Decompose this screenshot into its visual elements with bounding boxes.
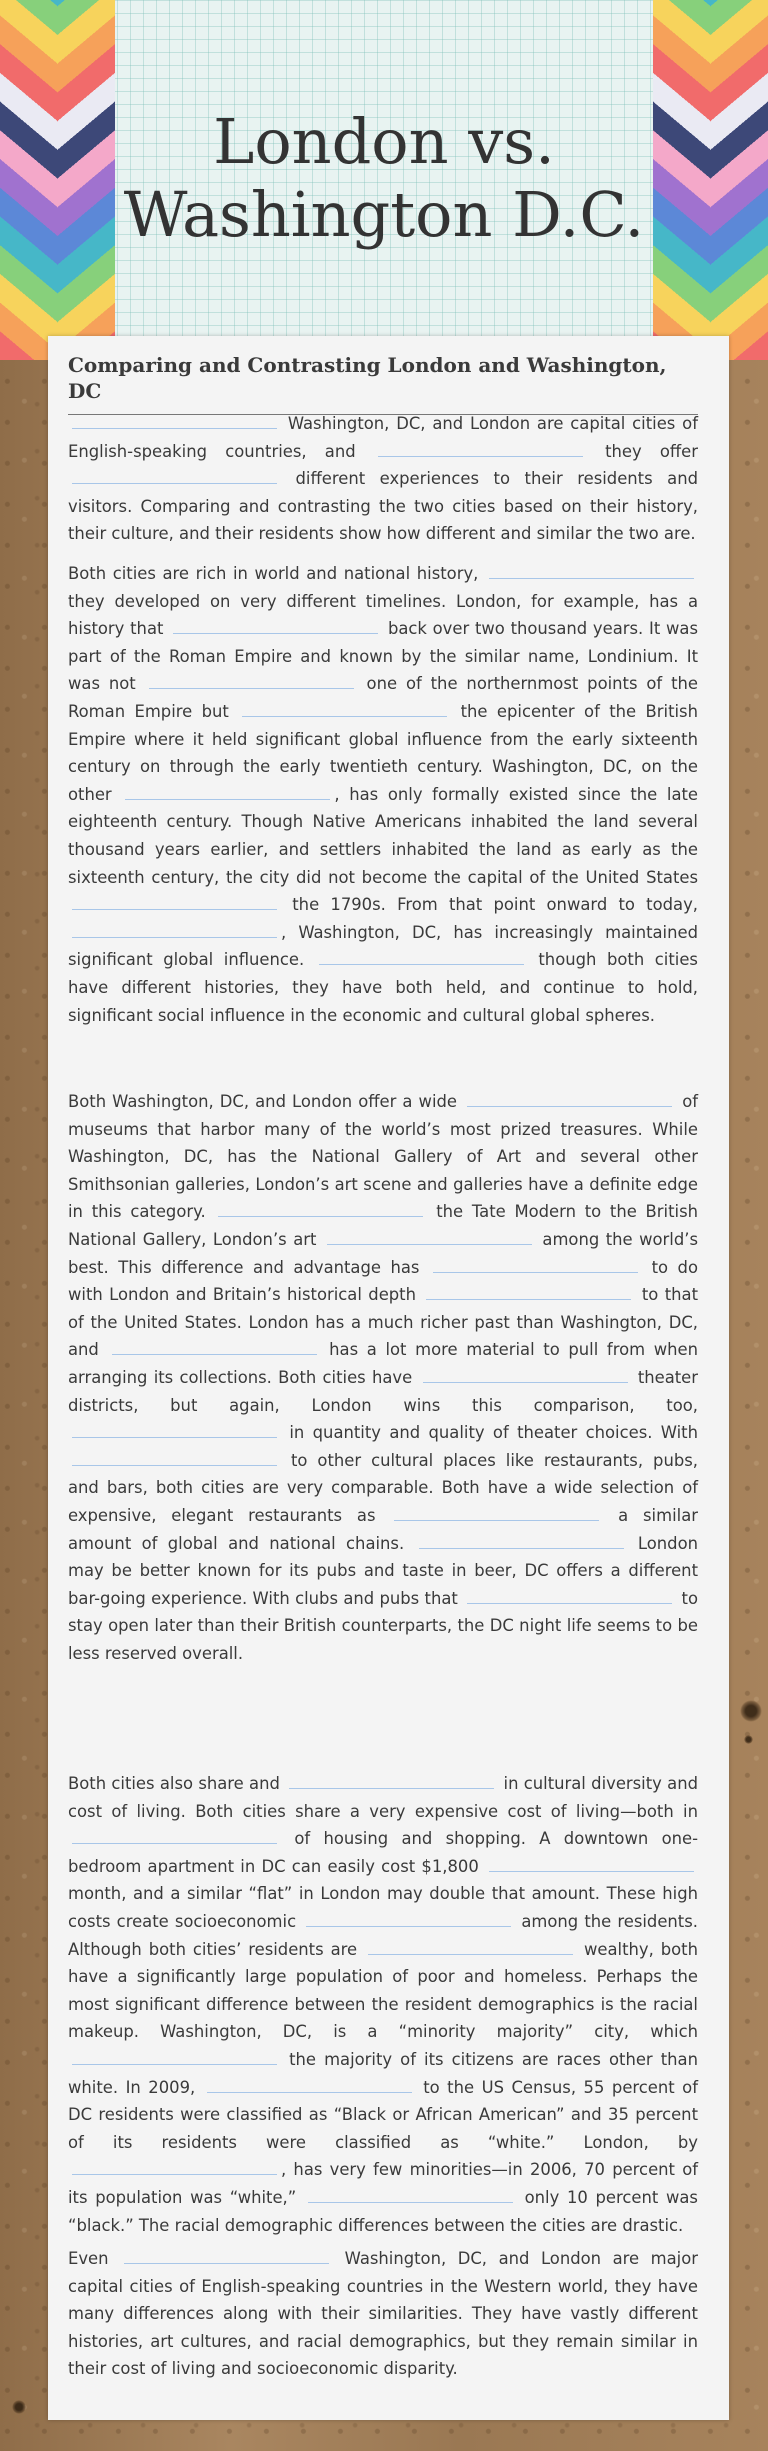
paragraph-text: , has only formally existed since the late eighteenth century. Though Native Americans inhabited the land several thousand years earlier, and settlers inhabited the land as early as the sixteenth century, the city did not become the capital of the United States (68, 784, 698, 887)
fill-in-blank[interactable] (327, 1226, 532, 1245)
fill-in-blank[interactable] (72, 410, 277, 429)
paragraph-text: the epicenter of the British Empire where it held significant global influence from the early sixteenth century on through the early twentieth century. Washington, DC, on the other (68, 701, 698, 804)
paragraph-text: among the residents. Although both cities’ residents are (68, 1911, 698, 1959)
fill-in-blank[interactable] (125, 781, 330, 800)
paragraph-text: wealthy, both have a significantly large population of poor and homeless. Perhaps the most significant difference between the resident demographics is the racial makeup. Washington, DC, is a “minority majority” city, which (68, 1939, 698, 2042)
fill-in-blank[interactable] (242, 698, 447, 717)
chevron-pattern-left (0, 0, 115, 360)
fill-in-blank[interactable] (173, 615, 378, 634)
fill-in-blank[interactable] (368, 1936, 573, 1955)
paragraph-text: Even (68, 2249, 109, 2268)
paragraph-text: the majority of its citizens are races other than white. In 2009, (68, 2049, 698, 2097)
paragraph-text: Washington, DC, and London are major capital cities of English-speaking countries in the Western world, they have many differences along with their similarities. They have vastly different histories, art cultures, and racial demographics, but they remain similar in their cost of living and socioeconomic disparity. (68, 2249, 698, 2379)
paragraph-text: the 1790s. From that point onward to today, (292, 895, 698, 915)
fill-in-blank[interactable] (467, 1088, 672, 1107)
chevron-pattern-right (653, 0, 768, 360)
coffee-stain (12, 2400, 26, 2414)
paragraph-text: to the US Census, 55 percent of DC residents were classified as “Black or African American” and 35 percent of its residents were classified as “white.” London, by (68, 2077, 698, 2152)
fill-in-blank[interactable] (72, 1825, 277, 1844)
paragraph-text: back over two thousand years. It was part of the Roman Empire and known by the similar name, Londinium. It was not (68, 619, 699, 694)
paragraph-history (68, 560, 698, 1029)
coffee-stain (744, 1735, 753, 1744)
fill-in-blank[interactable] (72, 1447, 277, 1466)
paragraph-text: though both cities have different histories, they have both held, and continue to hold, significant social influence in the economic and cultural global spheres. (68, 950, 698, 1025)
fill-in-blank[interactable] (419, 1530, 624, 1549)
page-title: London vs. Washington D.C. (123, 105, 645, 252)
fill-in-blank[interactable] (423, 1364, 628, 1383)
fill-in-blank[interactable] (112, 1336, 317, 1355)
fill-in-blank[interactable] (218, 1198, 423, 1217)
fill-in-blank[interactable] (489, 560, 694, 579)
paragraph-text: different experiences to their residents and visitors. Comparing and contrasting the two cities based on their history, their culture, and their residents show how different and similar the two are. (68, 469, 698, 544)
paragraph-intro (68, 410, 698, 548)
worksheet-subtitle: Comparing and Contrasting London and Washington, DC (68, 352, 698, 415)
fill-in-blank[interactable] (72, 1419, 277, 1438)
fill-in-blank[interactable] (426, 1281, 631, 1300)
fill-in-blank[interactable] (308, 2184, 513, 2203)
fill-in-blank[interactable] (319, 946, 524, 965)
paragraph-text: the Tate Modern to the British National Gallery, London’s art (68, 1202, 698, 1249)
fill-in-blank[interactable] (149, 670, 354, 689)
paragraph-text: in cultural diversity and cost of living. Both cities share a very expensive cost of living—both in (68, 1774, 698, 1821)
paragraph-text: Both cities are rich in world and national history, (68, 564, 479, 583)
paragraph-text: of housing and shopping. A downtown one-bedroom apartment in DC can easily cost $1,800 (68, 1829, 698, 1876)
paragraph-text: to do with London and Britain’s historical depth (68, 1257, 698, 1305)
fill-in-blank[interactable] (72, 2046, 277, 2065)
fill-in-blank[interactable] (306, 1908, 511, 1927)
paragraph-text: among the world’s best. This difference and advantage has (68, 1229, 698, 1277)
paragraph-text: they offer (605, 441, 699, 461)
fill-in-blank[interactable] (72, 891, 277, 910)
fill-in-blank[interactable] (378, 438, 583, 457)
coffee-stain (740, 1700, 762, 1722)
paragraph-conclusion (68, 2245, 698, 2383)
fill-in-blank[interactable] (72, 919, 277, 938)
fill-in-blank[interactable] (394, 1502, 599, 1521)
paragraph-text: London may be better known for its pubs and taste in beer, DC offers a different bar-going experience. With clubs and pubs that (68, 1533, 698, 1608)
paragraph-text: only 10 percent was “black.” The racial demographic differences between the cities are drastic. (68, 2187, 698, 2235)
paragraph-text: month, and a similar “flat” in London may double that amount. These high costs create socioeconomic (68, 1884, 698, 1931)
paragraph-text: has a lot more material to pull from when arranging its collections. Both cities have (68, 1340, 698, 1387)
paragraph-text: in quantity and quality of theater choices. With (289, 1423, 699, 1443)
paragraph-text: a similar amount of global and national chains. (68, 1505, 698, 1553)
paragraph-text: Washington, DC, and London are capital cities of English-speaking countries, and (68, 414, 698, 461)
fill-in-blank[interactable] (433, 1254, 638, 1273)
fill-in-blank[interactable] (207, 2074, 412, 2093)
fill-in-blank[interactable] (467, 1585, 672, 1604)
paragraph-text: to stay open later than their British counterparts, the DC night life seems to be less reserved overall. (68, 1588, 698, 1663)
paragraph-text: to that of the United States. London has a much richer past than Washington, DC, and (68, 1285, 698, 1360)
paragraph-text: , has very few minorities—in 2006, 70 percent of its population was “white,” (68, 2160, 698, 2207)
paragraph-text: Both Washington, DC, and London offer a wide (68, 1092, 458, 1111)
paragraph-text: , Washington, DC, has increasingly maintained significant global influence. (68, 922, 698, 970)
paragraph-culture (68, 1088, 698, 1667)
fill-in-blank[interactable] (124, 2245, 329, 2264)
fill-in-blank[interactable] (489, 1853, 694, 1872)
fill-in-blank[interactable] (72, 2156, 277, 2175)
paragraph-text: one of the northernmost points of the Roman Empire but (68, 674, 699, 721)
paragraph-text: they developed on very different timelines. London, for example, has a history that (68, 591, 698, 639)
paragraph-text: Both cities also share and (68, 1774, 280, 1793)
paragraph-text: theater districts, but again, London wins this comparison, too, (68, 1367, 699, 1415)
paragraph-residents (68, 1770, 698, 2239)
paragraph-text: of museums that harbor many of the world’s most prized treasures. While Washington, DC, has the National Gallery of Art and several other Smithsonian galleries, London’s art scene and galleries have a definite edge in this category. (68, 1092, 699, 1222)
fill-in-blank[interactable] (72, 465, 277, 484)
paragraph-text: to other cultural places like restaurants, pubs, and bars, both cities are very comparable. Both have a wide selection of expensive, elegant restaurants as (68, 1450, 698, 1525)
fill-in-blank[interactable] (289, 1770, 494, 1789)
